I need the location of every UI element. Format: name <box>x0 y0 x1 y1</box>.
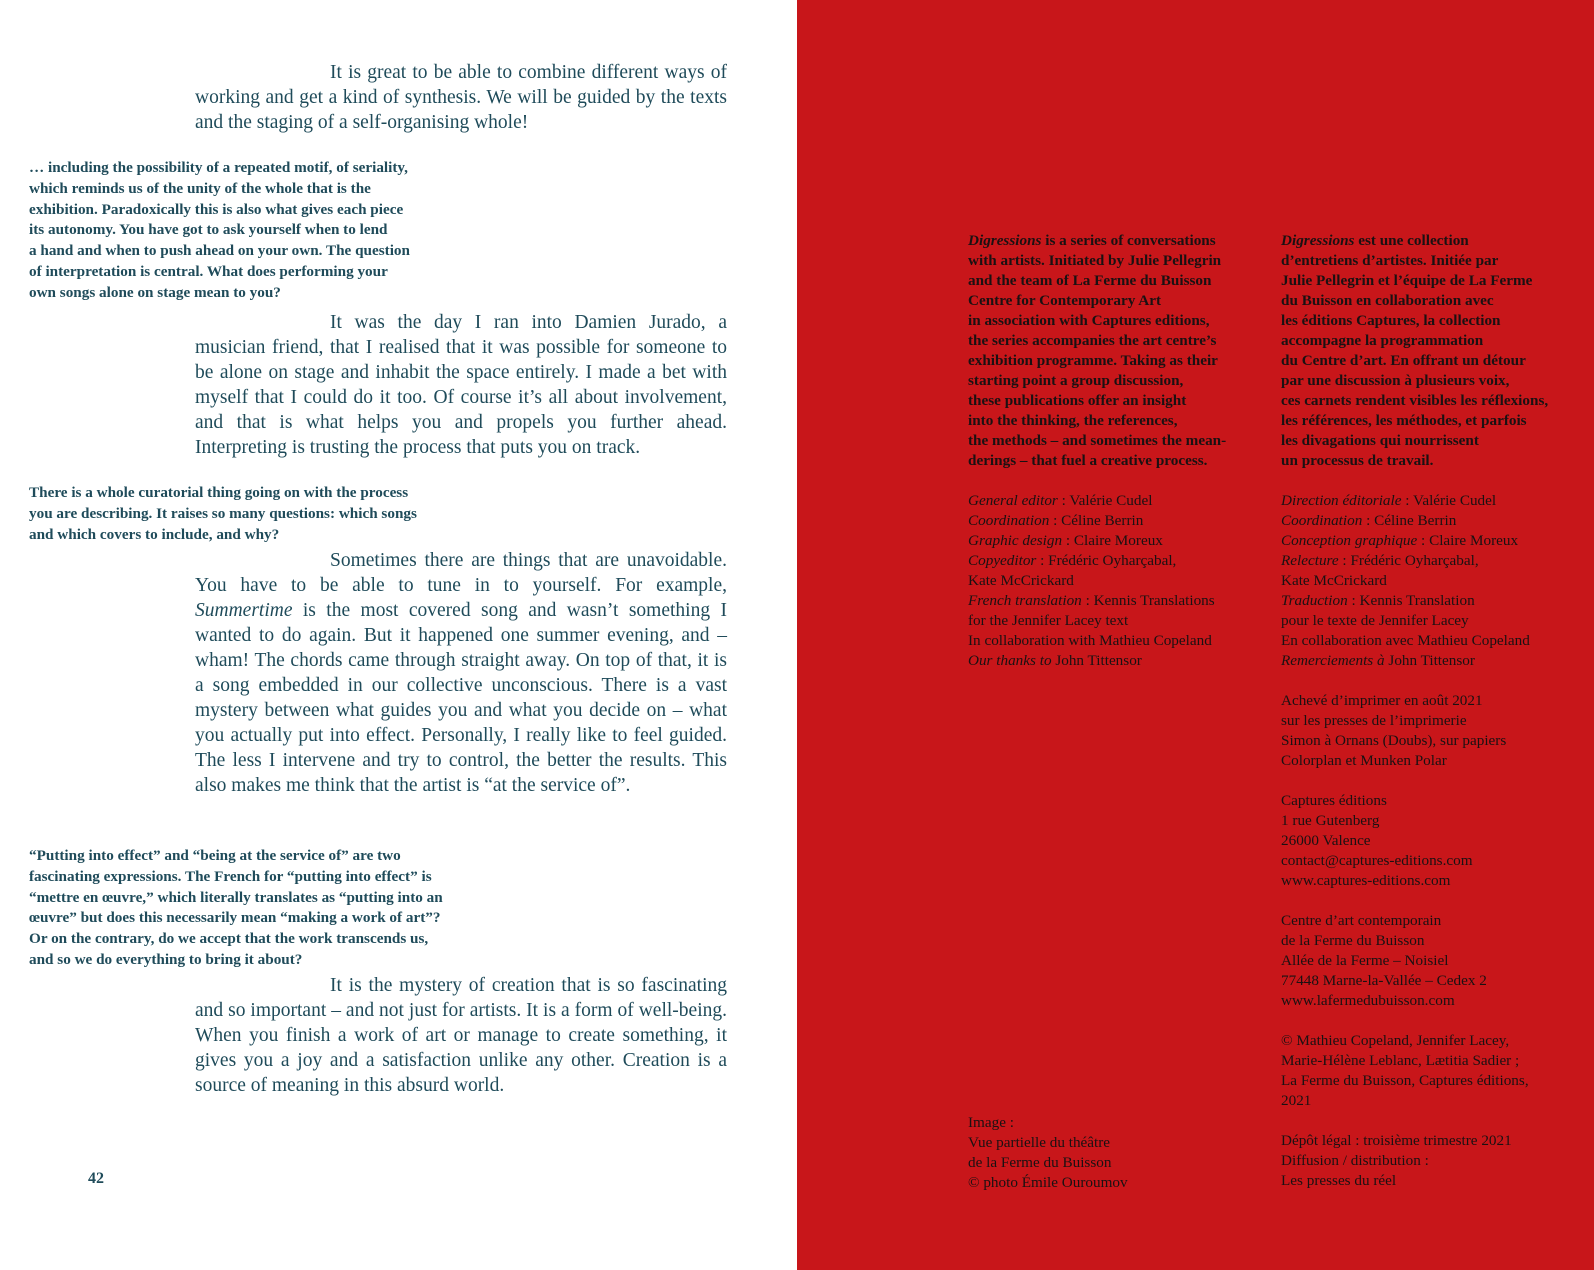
series-name: Digressions <box>1281 232 1355 249</box>
intro-line: les éditions Captures, la collection <box>1281 312 1501 329</box>
credit-line <box>1281 591 1581 611</box>
credit-label: General editor <box>968 492 1058 509</box>
intro-line: derings – that fuel a creative process. <box>968 452 1208 469</box>
image-credit-line: Image : <box>968 1114 1014 1131</box>
answer-text-part: is the most covered song and wasn’t something I wanted to do again. But it happened one summer evening, and – wham! The chords came through straight away. On top of that, it is a song embedded in our collective unconscious. There is a vast mystery between what guides you and what you decide on – what you actually put into effect. Personally, I really like to feel guided. The less I intervene and try to control, the better the results. This also makes me think that the artist is “at the service of”. <box>195 600 727 796</box>
credit-line <box>968 531 1268 551</box>
credit-line <box>968 491 1268 511</box>
image-credit-line: de la Ferme du Buisson <box>968 1154 1112 1171</box>
credit-value: : Kennis Translations <box>1081 592 1215 609</box>
copyright-line: La Ferme du Buisson, Captures éditions, <box>1281 1072 1529 1089</box>
question-block-1 <box>29 158 410 304</box>
publisher-email: contact@captures-editions.com <box>1281 852 1473 869</box>
song-title: Summertime <box>195 600 293 621</box>
question-block-2 <box>29 483 417 545</box>
credit-line <box>1281 511 1581 531</box>
publisher-line: 26000 Valence <box>1281 832 1371 849</box>
answer-paragraph-2 <box>195 310 727 460</box>
intro-line <box>1281 231 1581 251</box>
intro-line: d’entretiens d’artistes. Initiée par <box>1281 252 1499 269</box>
printing-line: Achevé d’imprimer en août 2021 <box>1281 692 1483 709</box>
intro-line: the methods – and sometimes the mean- <box>968 432 1227 449</box>
printing-line: Simon à Ornans (Doubs), sur papiers <box>1281 732 1507 749</box>
question-line: exhibition. Paradoxically this is also what gives each piece <box>29 200 404 218</box>
intro-line: into the thinking, the references, <box>968 412 1178 429</box>
intro-line: les divagations qui nourrissent <box>1281 432 1479 449</box>
question-line: of interpretation is central. What does performing your <box>29 262 388 280</box>
credit-line <box>968 571 1268 591</box>
answer-paragraph-4 <box>195 973 727 1098</box>
publisher-line: 1 rue Gutenberg <box>1281 812 1380 829</box>
intro-line: du Buisson en collaboration avec <box>1281 292 1494 309</box>
answer-text-part: Sometimes there are things that are unavoidable. You have to be able to tune in to yourself. For example, <box>195 550 727 596</box>
publisher-website: www.captures-editions.com <box>1281 872 1451 889</box>
credit-label: Our thanks to <box>968 652 1052 669</box>
question-line: and so we do everything to bring it about? <box>29 950 303 968</box>
printing-line: sur les presses de l’imprimerie <box>1281 712 1467 729</box>
copyright-line: © Mathieu Copeland, Jennifer Lacey, <box>1281 1032 1510 1049</box>
art-centre-line: 77448 Marne-la-Vallée – Cedex 2 <box>1281 972 1487 989</box>
intro-line: par une discussion à plusieurs voix, <box>1281 372 1510 389</box>
series-intro-fr <box>1281 231 1581 471</box>
intro-line: accompagne la programmation <box>1281 332 1484 349</box>
art-centre-line: Centre d’art contemporain <box>1281 912 1442 929</box>
series-name: Digressions <box>968 232 1042 249</box>
printing-info <box>1281 691 1581 771</box>
question-line: “mettre en œuvre,” which literally translates as “putting into an <box>29 888 443 906</box>
credit-value: for the Jennifer Lacey text <box>968 612 1129 629</box>
printing-line: Colorplan et Munken Polar <box>1281 752 1447 769</box>
image-credit <box>968 1113 1268 1193</box>
question-line: a hand and when to push ahead on your own. The question <box>29 242 410 260</box>
credit-line <box>1281 551 1581 571</box>
intro-line: in association with Captures editions, <box>968 312 1210 329</box>
question-line: which reminds us of the unity of the whole that is the <box>29 179 371 197</box>
intro-line: with artists. Initiated by Julie Pellegrin <box>968 252 1222 269</box>
credit-value: : Céline Berrin <box>1049 512 1144 529</box>
credit-value: : Céline Berrin <box>1362 512 1457 529</box>
credit-label: Traduction <box>1281 592 1348 609</box>
art-centre-line: de la Ferme du Buisson <box>1281 932 1425 949</box>
question-line: … including the possibility of a repeated motif, of seriality, <box>29 159 408 176</box>
colophon-english-column <box>968 231 1268 691</box>
copyright-line: 2021 <box>1281 1092 1312 1109</box>
credit-label: Relecture <box>1281 552 1339 569</box>
credit-value: John Tittensor <box>1051 652 1142 669</box>
credit-label: Conception graphique <box>1281 532 1418 549</box>
question-line: fascinating expressions. The French for “putting into effect” is <box>29 867 432 885</box>
image-credit-line: Vue partielle du théâtre <box>968 1134 1111 1151</box>
question-block-3 <box>29 846 443 971</box>
intro-line: un processus de travail. <box>1281 452 1434 469</box>
credit-label: Remerciements à <box>1281 652 1385 669</box>
question-line: There is a whole curatorial thing going on with the process <box>29 484 409 501</box>
right-page-colophon <box>797 0 1594 1270</box>
answer-paragraph-3 <box>195 548 727 798</box>
answer-text: It is great to be able to combine different ways of working and get a kind of synthesis. We will be guided by the texts and the staging of a self-organising whole! <box>195 62 727 133</box>
intro-line: les références, les méthodes, et parfois <box>1281 412 1527 429</box>
page-number: 42 <box>88 1170 104 1187</box>
credit-line <box>968 651 1268 671</box>
intro-line: exhibition programme. Taking as their <box>968 352 1218 369</box>
credit-label: Direction éditoriale <box>1281 492 1402 509</box>
credit-line <box>1281 571 1581 591</box>
credit-value: : Valérie Cudel <box>1401 492 1497 509</box>
question-line: you are describing. It raises so many questions: which songs <box>29 504 417 522</box>
credit-label: Coordination <box>1281 512 1363 529</box>
credit-value: : Frédéric Oyharçabal, <box>1036 552 1177 569</box>
credit-value: Kate McCrickard <box>968 572 1074 589</box>
answer-text <box>195 548 727 798</box>
publisher-address <box>1281 791 1581 891</box>
intro-line-text: est une collection <box>1354 232 1469 249</box>
intro-line: starting point a group discussion, <box>968 372 1184 389</box>
image-credit-line: © photo Émile Ouroumov <box>968 1174 1128 1191</box>
intro-line-text: is a series of conversations <box>1041 232 1216 249</box>
intro-line: ces carnets rendent visibles les réflexions, <box>1281 392 1549 409</box>
question-line: and which covers to include, and why? <box>29 525 280 543</box>
credits-fr <box>1281 491 1581 671</box>
art-centre-address <box>1281 911 1581 1011</box>
credit-value: : Valérie Cudel <box>1057 492 1153 509</box>
intro-line: and the team of La Ferme du Buisson <box>968 272 1212 289</box>
credit-value: : Claire Moreux <box>1417 532 1519 549</box>
credit-value: pour le texte de Jennifer Lacey <box>1281 612 1469 629</box>
credits-en <box>968 491 1268 671</box>
question-line: own songs alone on stage mean to you? <box>29 283 281 301</box>
series-intro-en <box>968 231 1268 471</box>
intro-line: du Centre d’art. En offrant un détour <box>1281 352 1526 369</box>
answer-text: It was the day I ran into Damien Jurado, a musician friend, that I realised that it was possible for someone to be alone on stage and inhabit the space entirely. I made a bet with myself that I could do it too. Of course it’s all about involvement, and that is what helps you and propels you further ahead. Interpreting is trusting the process that puts you on track. <box>195 312 727 458</box>
credit-line <box>1281 631 1581 651</box>
credit-line <box>968 591 1268 611</box>
credit-line <box>968 611 1268 631</box>
credit-line <box>1281 651 1581 671</box>
credit-line <box>968 551 1268 571</box>
intro-line: Centre for Contemporary Art <box>968 292 1162 309</box>
intro-line: Julie Pellegrin et l’équipe de La Ferme <box>1281 272 1533 289</box>
credit-value: : Claire Moreux <box>1062 532 1163 549</box>
intro-line <box>968 231 1268 251</box>
intro-line: the series accompanies the art centre’s <box>968 332 1217 349</box>
question-line: its autonomy. You have got to ask yourself when to lend <box>29 221 388 239</box>
credit-value: En collaboration avec Mathieu Copeland <box>1281 632 1530 649</box>
credit-line <box>968 631 1268 651</box>
credit-value: : Kennis Translation <box>1347 592 1475 609</box>
credit-value: John Tittensor <box>1384 652 1475 669</box>
credit-value: Kate McCrickard <box>1281 572 1387 589</box>
copyright-line: Marie-Hélène Leblanc, Lætitia Sadier ; <box>1281 1052 1520 1069</box>
art-centre-line: Allée de la Ferme – Noisiel <box>1281 952 1449 969</box>
legal-line: Dépôt légal : troisième trimestre 2021 <box>1281 1132 1512 1149</box>
credit-value: : Frédéric Oyharçabal, <box>1338 552 1479 569</box>
credit-line <box>1281 531 1581 551</box>
credit-line <box>1281 491 1581 511</box>
credit-label: Copyeditor <box>968 552 1037 569</box>
credit-label: Coordination <box>968 512 1050 529</box>
credit-line <box>1281 611 1581 631</box>
legal-deposit <box>1281 1131 1581 1191</box>
publisher-line: Captures éditions <box>1281 792 1387 809</box>
question-line: “Putting into effect” and “being at the service of” are two <box>29 847 401 864</box>
credit-label: Graphic design <box>968 532 1063 549</box>
answer-text: It is the mystery of creation that is so fascinating and so important – and not just for artists. It is a form of well-being. When you finish a work of art or manage to create something, it gives you a joy and a satisfaction unlike any other. Creation is a source of meaning in this absurd world. <box>195 975 727 1096</box>
copyright-notice <box>1281 1031 1581 1111</box>
question-line: œuvre” but does this necessarily mean “making a work of art”? <box>29 909 441 927</box>
credit-label: French translation <box>968 592 1082 609</box>
credit-value: In collaboration with Mathieu Copeland <box>968 632 1212 649</box>
legal-line: Les presses du réel <box>1281 1172 1397 1189</box>
answer-paragraph-1 <box>195 60 727 135</box>
art-centre-website: www.lafermedubuisson.com <box>1281 992 1455 1009</box>
legal-line: Diffusion / distribution : <box>1281 1152 1429 1169</box>
credit-line <box>968 511 1268 531</box>
question-line: Or on the contrary, do we accept that the work transcends us, <box>29 930 429 948</box>
intro-line: these publications offer an insight <box>968 392 1187 409</box>
colophon-french-column <box>1281 231 1581 1211</box>
